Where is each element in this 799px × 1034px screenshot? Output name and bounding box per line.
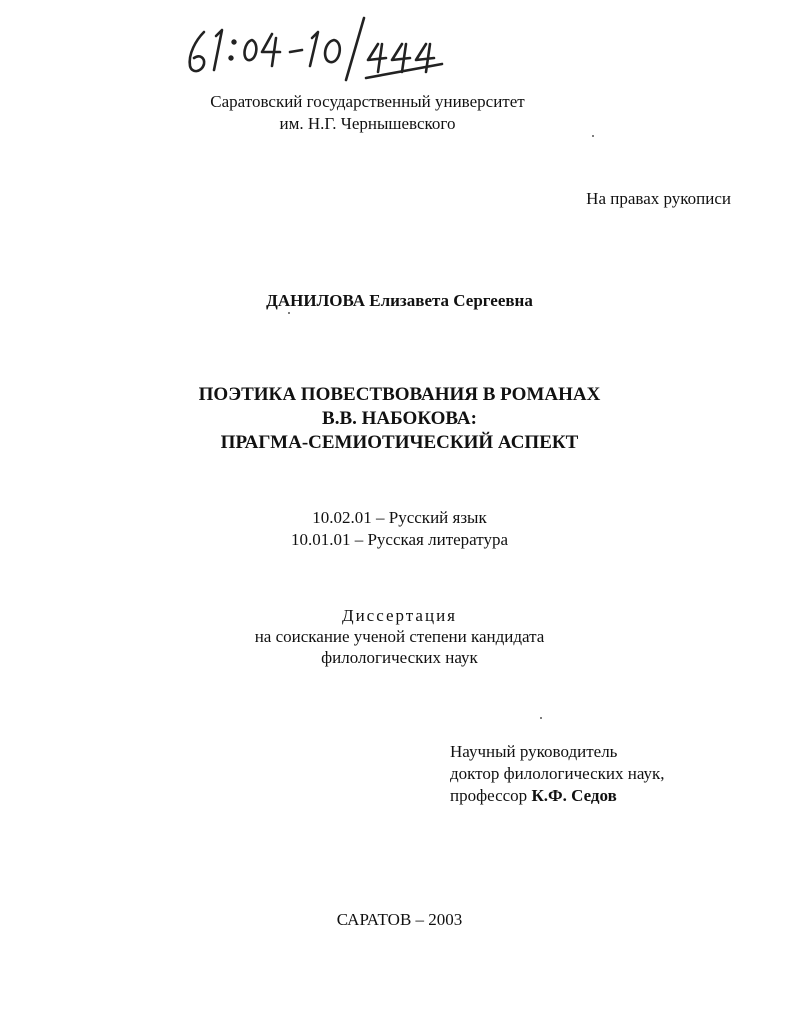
dissertation-type-block: [0, 605, 799, 668]
specialty-line: 10.01.01 – Русская литература: [290, 530, 509, 549]
title-line-1: ПОЭТИКА ПОВЕСТВОВАНИЯ В РОМАНАХ: [198, 384, 601, 405]
advisor-role: Научный руководитель: [450, 742, 618, 761]
title-line-3: ПРАГМА-СЕМИОТИЧЕСКИЙ АСПЕКТ: [220, 432, 579, 453]
dissertation-heading: Диссертация: [341, 606, 457, 625]
university-block: [0, 91, 767, 135]
title-line-2: В.В. НАБОКОВА:: [322, 408, 477, 429]
specialties-block: [0, 507, 799, 551]
advisor-degree: доктор филологических наук,: [450, 764, 665, 783]
city-year: САРАТОВ – 2003: [336, 910, 463, 929]
author-name: ДАНИЛОВА Елизавета Сергеевна: [266, 291, 533, 310]
scan-speck: [540, 717, 542, 719]
scan-speck: [592, 135, 594, 137]
handwritten-number-drawing: [178, 14, 448, 84]
handwritten-catalog-number: [178, 14, 448, 84]
scan-speck: [288, 312, 290, 314]
advisor-title-prefix: профессор: [450, 786, 528, 805]
dissertation-field-line: филологических наук: [321, 648, 478, 667]
advisor-name: К.Ф. Седов: [531, 786, 617, 805]
specialty-line: 10.02.01 – Русский язык: [312, 508, 487, 527]
university-name: Саратовский государственный университет: [210, 92, 525, 111]
dissertation-title: [0, 383, 799, 455]
advisor-block: [450, 741, 665, 807]
university-named-after: им. Н.Г. Чернышевского: [279, 114, 456, 133]
rights-note: На правах рукописи: [586, 189, 731, 208]
dissertation-degree-line: на соискание ученой степени кандидата: [254, 627, 545, 646]
advisor-title-line: [450, 785, 665, 807]
